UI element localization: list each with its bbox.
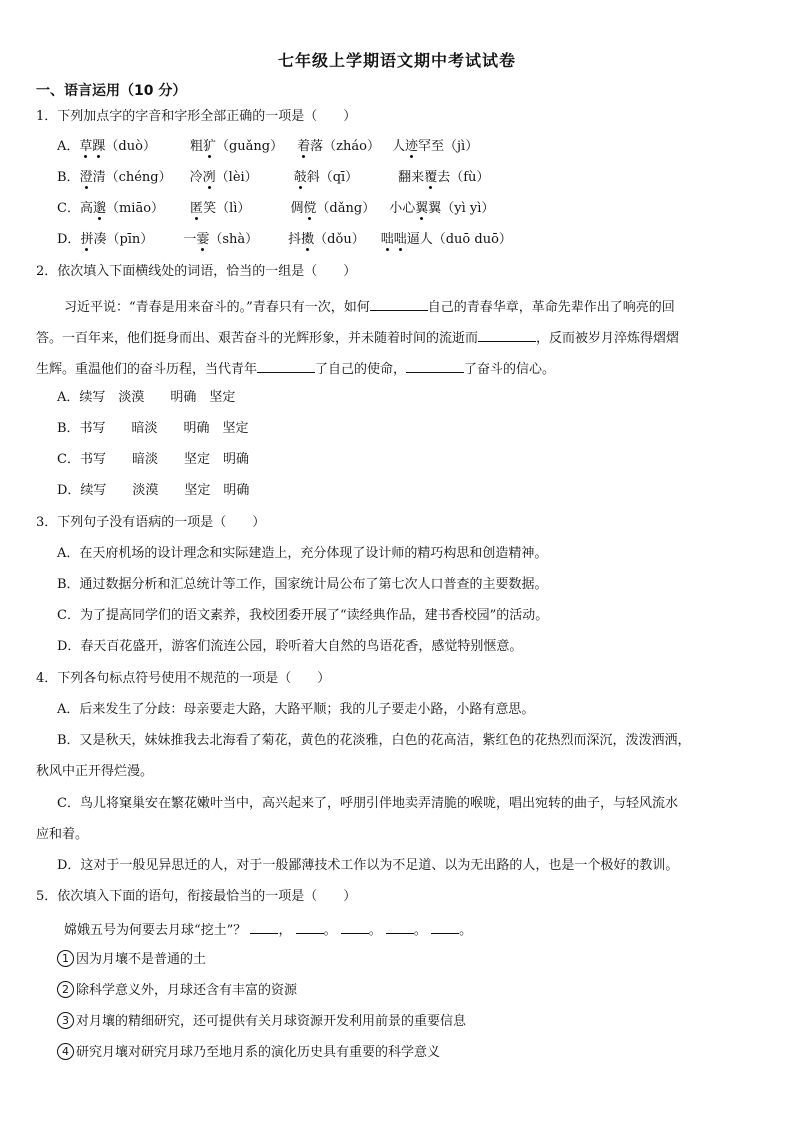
question-4-option-b-line-2: 秋风中正开得烂漫。: [36, 764, 154, 779]
question-2-stem: 2．依次填入下面横线处的词语，恰当的一组是（ ）: [36, 264, 357, 279]
question-5-item-4: 4 研究月壤对研究月球乃至地月系的演化历史具有重要的科学意义: [57, 1043, 440, 1062]
question-4-option-c-line-1: C．鸟儿将窠巢安在繁花嫩叶当中，高兴起来了，呼朋引伴地卖弄清脆的喉咙，唱出宛转的曲子，与轻风流水: [57, 796, 678, 811]
answer-blank[interactable]: [296, 919, 324, 934]
circled-number: 4: [57, 1043, 74, 1060]
question-5-item-3: 3 对月壤的精细研究，还可提供有关月球资源开发利用前景的重要信息: [57, 1012, 466, 1031]
answer-blank[interactable]: [250, 919, 278, 934]
question-1-stem: 1．下列加点字的字音和字形全部正确的一项是（ ）: [36, 109, 357, 124]
question-5-lead-line: 嫦娥五号为何要去月球“挖土”？ ， 。 。 。 。: [64, 919, 472, 940]
answer-blank[interactable]: [478, 327, 536, 342]
question-4-stem: 4．下列各句标点符号使用不规范的一项是（ ）: [36, 671, 331, 686]
page-title: 七年级上学期语文期中考试试卷: [277, 51, 516, 70]
question-5-item-2: 2 除科学意义外，月球还含有丰富的资源: [57, 981, 297, 1000]
question-1-option-a: A．草踝（duò） 粗犷（guǎng） 着落（zháo） 人迹罕至（jì）: [57, 139, 479, 154]
question-2-passage-line-1: 习近平说：“青春是用来奋斗的。”青春只有一次，如何 自己的青春华章，革命先辈作出了响亮的回: [64, 296, 675, 317]
question-1-option-b: B．澄清（chéng） 冷冽（lèi） 攲斜（qī） 翻来覆去（fù）: [57, 170, 490, 185]
question-2-option-c: C．书写 暗淡 坚定 明确: [57, 452, 249, 467]
question-1-option-d: D．拼凑（pīn） 一霎（shà） 抖擞（dǒu） 咄咄逼人（duō duō）: [57, 232, 512, 247]
question-4-option-b-line-1: B．又是秋天，妹妹推我去北海看了菊花，黄色的花淡雅，白色的花高洁，紫红色的花热烈而深沉，泼泼洒洒，: [57, 733, 691, 748]
question-2-passage-line-2: 答。一百年来，他们挺身而出、艰苦奋斗的光辉形象，并未随着时间的流逝而 ，反而被岁月淬炼得熠熠: [36, 327, 679, 348]
circled-number: 2: [57, 981, 74, 998]
section-heading: 一、语言运用（10 分）: [36, 83, 187, 99]
answer-blank[interactable]: [431, 919, 459, 934]
question-2-option-a: A．续写 淡漠 明确 坚定: [57, 390, 236, 405]
circled-number: 1: [57, 950, 74, 967]
question-3-option-c: C．为了提高同学们的语文素养，我校团委开展了“读经典作品，建书香校园”的活动。: [57, 608, 549, 623]
answer-blank[interactable]: [341, 919, 369, 934]
question-1-option-c: C．高邈（miāo） 匿笑（lì） 倜傥（dǎng） 小心翼翼（yì yì）: [57, 201, 495, 216]
question-3-option-b: B．通过数据分析和汇总统计等工作，国家统计局公布了第七次人口普查的主要数据。: [57, 577, 548, 592]
question-2-option-b: B．书写 暗淡 明确 坚定: [57, 421, 249, 436]
question-3-option-a: A．在天府机场的设计理念和实际建造上，充分体现了设计师的精巧构思和创造精神。: [57, 546, 548, 561]
answer-blank[interactable]: [386, 919, 414, 934]
answer-blank[interactable]: [257, 358, 315, 373]
question-5-stem: 5．依次填入下面的语句，衔接最恰当的一项是（ ）: [36, 889, 357, 904]
question-4-option-d: D．这对于一般见异思迁的人，对于一般鄙薄技术工作以为不足道、以为无出路的人，也是一个极好的教训。: [57, 858, 679, 873]
question-3-option-d: D．春天百花盛开，游客们流连公园，聆听着大自然的鸟语花香，感觉特别惬意。: [57, 639, 523, 654]
question-5-item-1: 1 因为月壤不是普通的土: [57, 950, 206, 969]
answer-blank[interactable]: [370, 296, 428, 311]
question-4-option-a: A．后来发生了分歧：母亲要走大路，大路平顺；我的儿子要走小路，小路有意思。: [57, 702, 535, 717]
question-2-passage-line-3: 生辉。重温他们的奋斗历程，当代青年 了自己的使命， 了奋斗的信心。: [36, 358, 555, 379]
question-2-option-d: D．续写 淡漠 坚定 明确: [57, 483, 250, 498]
circled-number: 3: [57, 1012, 74, 1029]
question-4-option-c-line-2: 应和着。: [36, 827, 89, 842]
answer-blank[interactable]: [406, 358, 464, 373]
question-3-stem: 3．下列句子没有语病的一项是（ ）: [36, 515, 266, 530]
